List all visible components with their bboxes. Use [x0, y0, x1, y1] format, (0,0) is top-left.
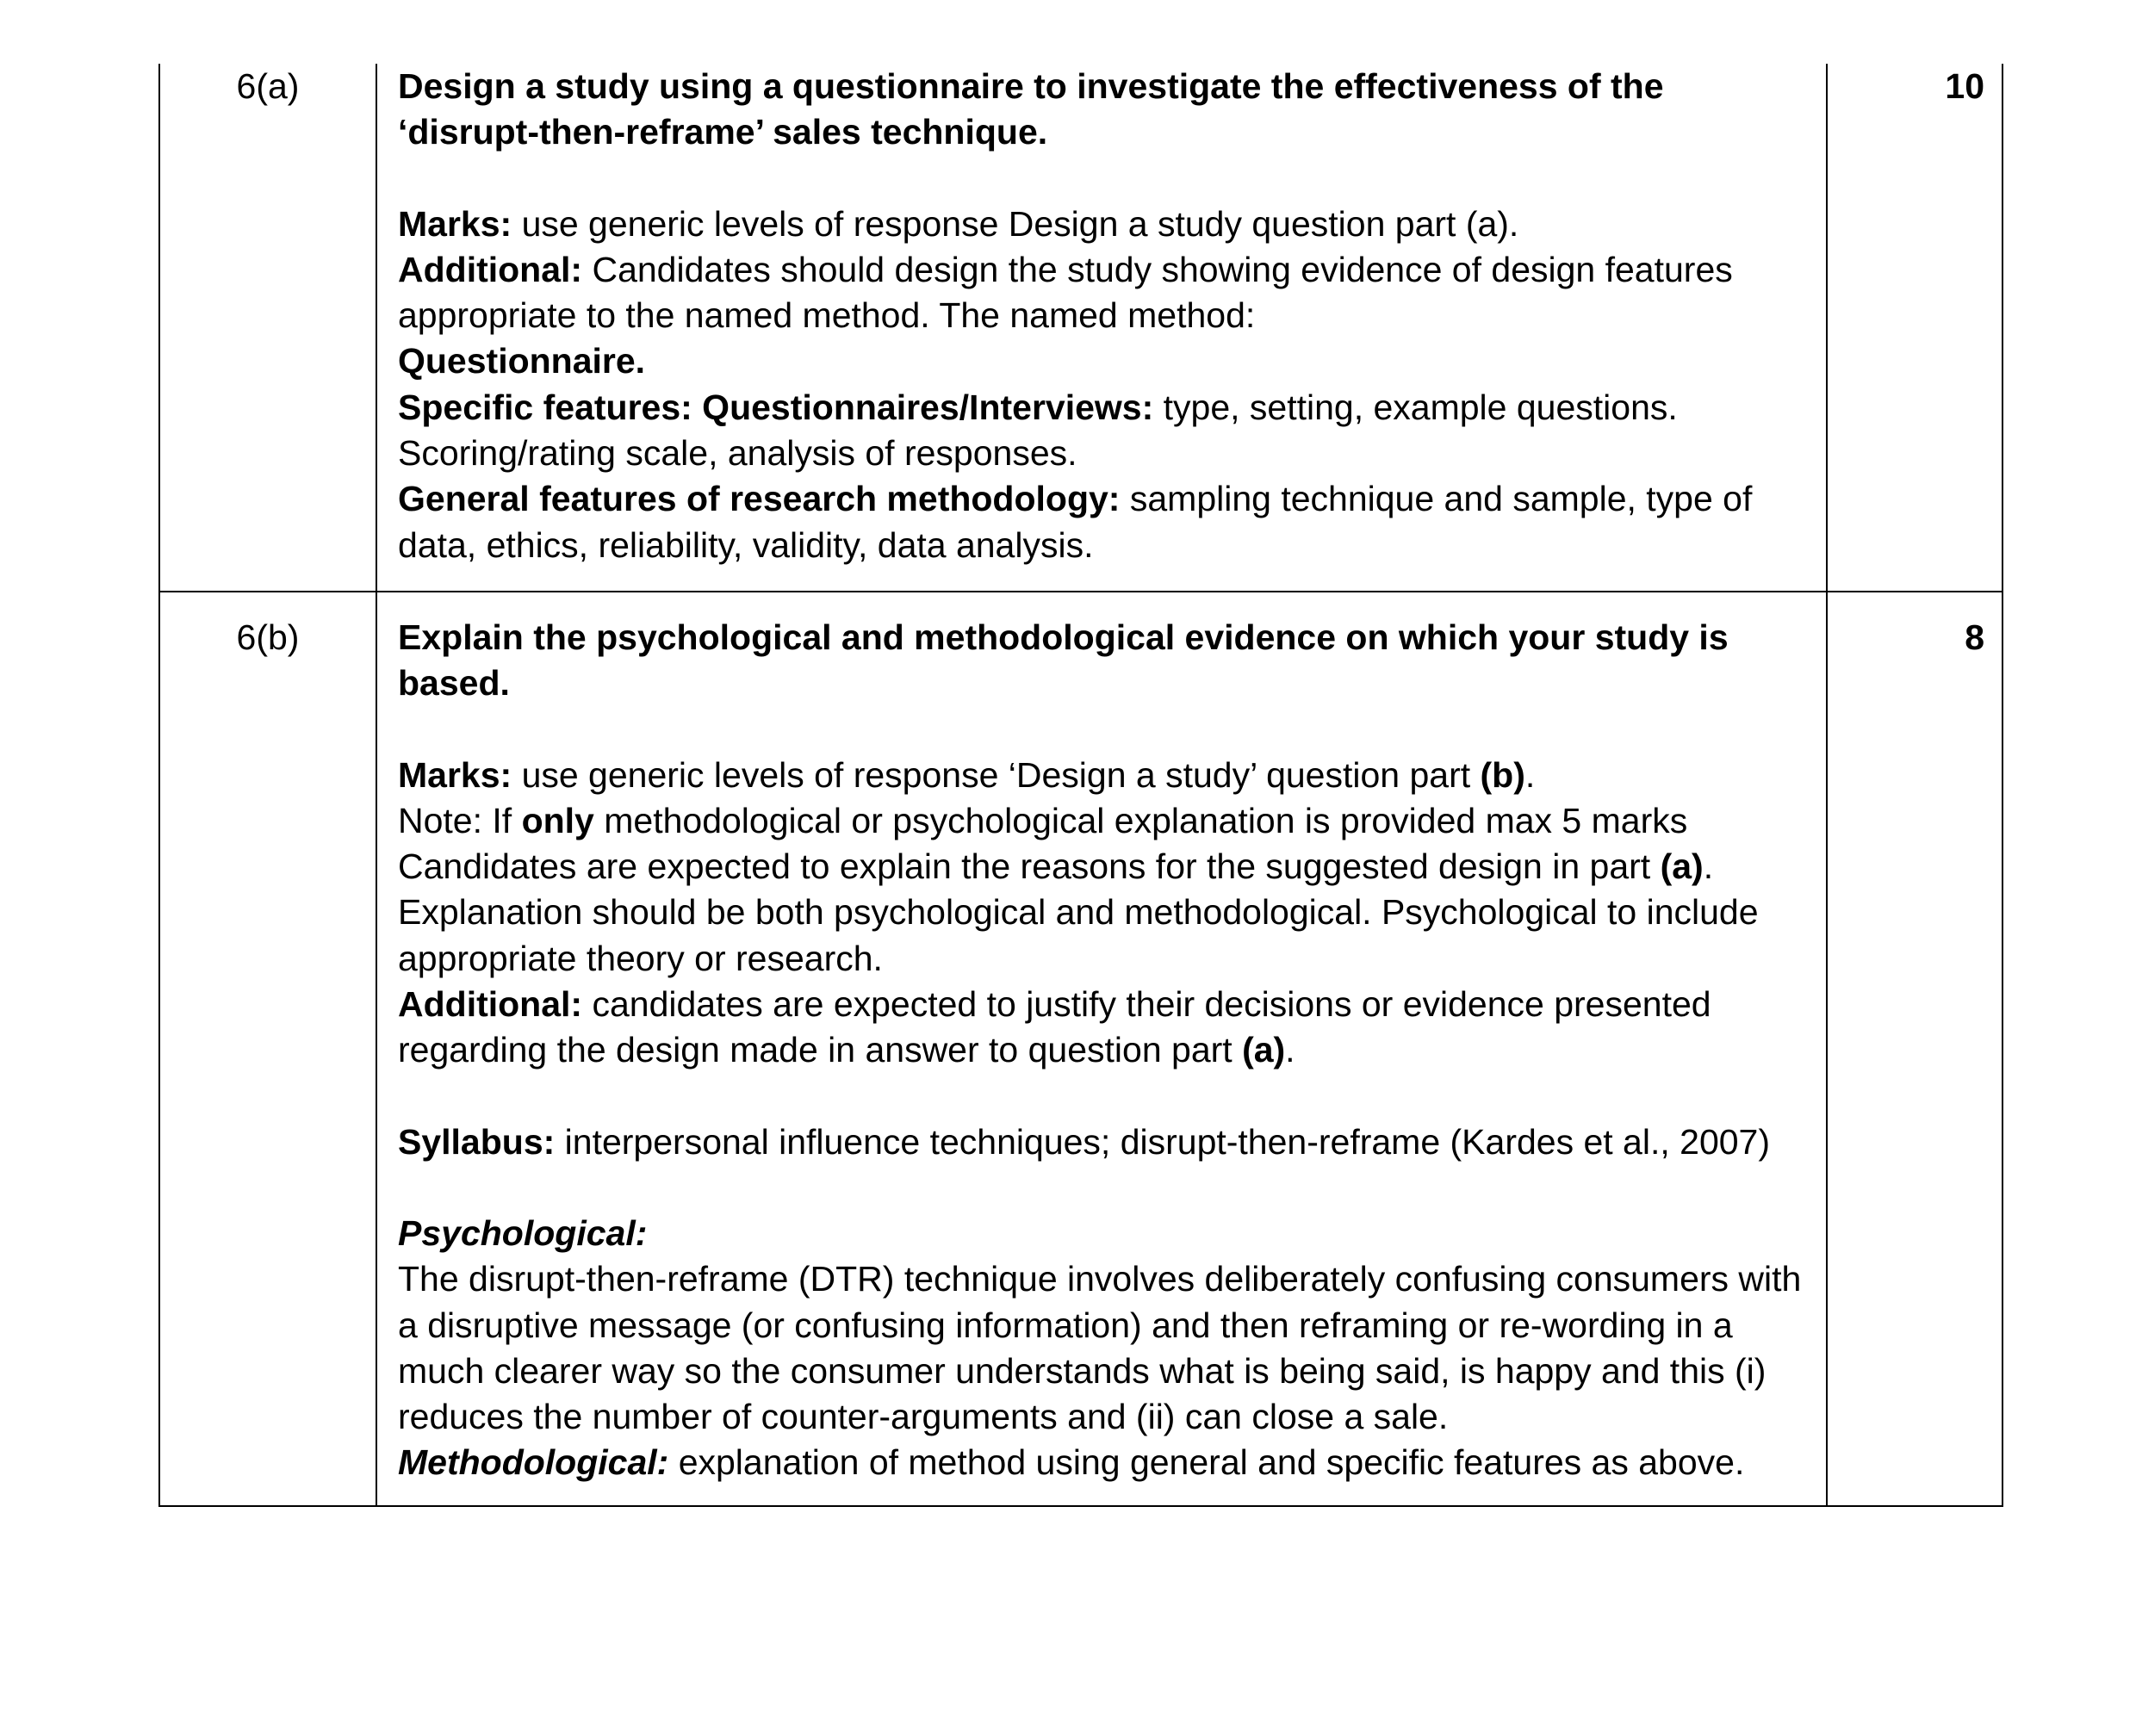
general-features: General features of research methodology: sampling technique and sample, type of data, ethics, reliability, validity, data analysis. — [398, 479, 1753, 565]
marks-value: 10 — [1945, 66, 1984, 106]
psychological-explanation: The disrupt-then-reframe (DTR) technique involves deliberately confusing consumers with a disruptive message (or confusing information) and then reframing or re-wording in a much clearer way so the consumer understands what is being said, is happy and this (i) reduces the number of counter-arguments and (ii) can close a sale. — [398, 1259, 1802, 1437]
mark-scheme-table — [158, 64, 2003, 1507]
marks-cell — [1827, 64, 2002, 592]
methodological-explanation: Methodological: explanation of method using general and specific features as above. — [398, 1442, 1745, 1483]
table-row — [159, 64, 2002, 592]
marks-cell — [1827, 592, 2002, 1506]
syllabus-guidance: Syllabus: interpersonal influence techniques; disrupt-then-reframe (Kardes et al., 2007) — [398, 1121, 1770, 1162]
marks-guidance: Marks: use generic levels of response Design a study question part (a). — [398, 203, 1519, 244]
question-number-cell — [159, 592, 376, 1506]
paragraph-gap — [398, 1165, 1805, 1211]
expectation-guidance: Candidates are expected to explain the reasons for the suggested design in part (a). Explanation should be both psychological and methodological. Psychological to include appropriate theory or research. — [398, 846, 1759, 978]
question-number-cell — [159, 64, 376, 592]
paragraph-gap — [398, 707, 1805, 753]
question-text: Explain the psychological and methodological evidence on which your study is based. — [398, 617, 1729, 704]
marks-value: 8 — [1965, 617, 1984, 657]
question-guidance-cell — [376, 64, 1827, 592]
table-row — [159, 592, 2002, 1506]
marks-guidance: Marks: use generic levels of response ‘Design a study’ question part (b). — [398, 754, 1536, 795]
question-number: 6(a) — [236, 66, 300, 106]
paragraph-gap — [398, 156, 1805, 202]
additional-guidance: Additional: candidates are expected to justify their decisions or evidence presented regarding the design made in answer to question part (a). — [398, 984, 1711, 1070]
question-text: Design a study using a questionnaire to investigate the effectiveness of the ‘disrupt-then-reframe’ sales technique. — [398, 66, 1664, 152]
question-number: 6(b) — [236, 617, 300, 657]
additional-guidance: Additional: Candidates should design the study showing evidence of design features appropriate to the named method. The named method: — [398, 249, 1733, 336]
paragraph-gap — [398, 1074, 1805, 1119]
specific-features: Specific features: Questionnaires/Interviews: type, setting, example questions. Scoring/rating scale, analysis of responses. — [398, 387, 1678, 474]
question-guidance-cell — [376, 592, 1827, 1506]
named-method: Questionnaire. — [398, 341, 646, 381]
psychological-heading: Psychological: — [398, 1212, 648, 1253]
note-guidance: Note: If only methodological or psychological explanation is provided max 5 marks — [398, 800, 1688, 840]
